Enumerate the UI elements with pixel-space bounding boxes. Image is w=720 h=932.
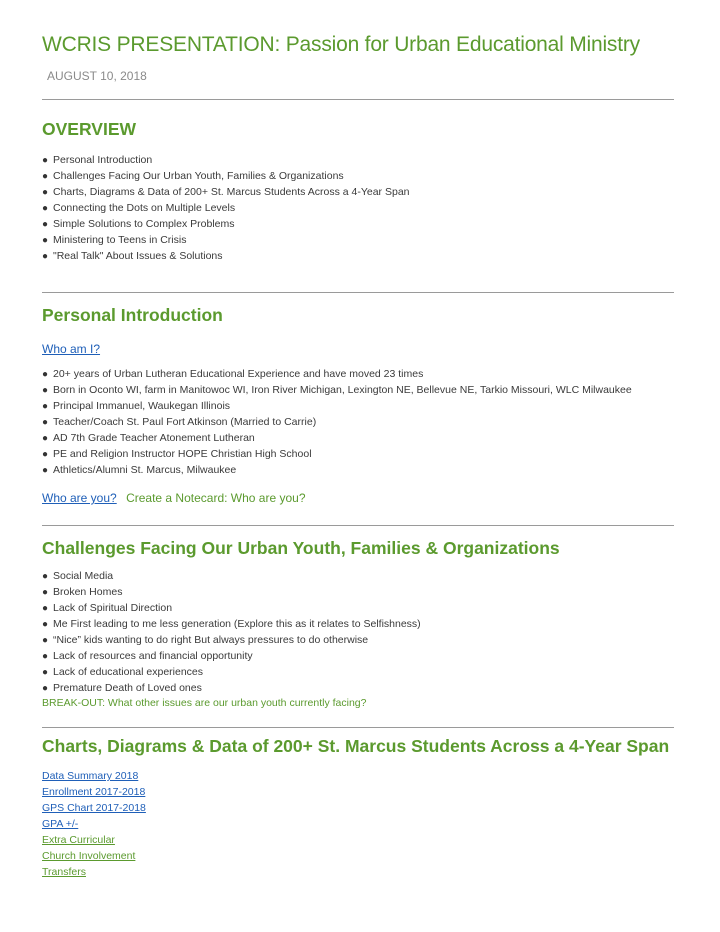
bullet-icon: ● [42,369,49,380]
intro-heading: Personal Introduction [42,305,223,325]
transfers-link[interactable]: Transfers [42,866,86,878]
list-item [42,832,146,848]
list-item: ● Lack of resources and financial opportunity [42,648,421,664]
extra-curricular-link[interactable]: Extra Curricular [42,834,115,846]
list-item [42,768,146,784]
bullet-icon: ● [42,385,49,396]
charts-link-list [42,768,146,880]
list-item: ● Athletics/Alumni St. Marcus, Milwaukee [42,462,632,478]
presentation-date: AUGUST 10, 2018 [47,69,147,83]
bullet-icon: ● [42,603,49,614]
data-summary-link[interactable]: Data Summary 2018 [42,770,139,782]
section-divider [42,525,674,526]
bullet-icon: ● [42,235,49,246]
bullet-icon: ● [42,219,49,230]
list-item: ● 20+ years of Urban Lutheran Educational Experience and have moved 23 times [42,366,632,382]
enrollment-link[interactable]: Enrollment 2017-2018 [42,786,146,798]
bullet-icon: ● [42,587,49,598]
bullet-icon: ● [42,465,49,476]
challenges-heading: Challenges Facing Our Urban Youth, Families & Organizations [42,538,560,558]
bullet-icon: ● [42,187,49,198]
breakout-prompt: BREAK-OUT: What other issues are our urban youth currently facing? [42,697,367,709]
who-am-i-link[interactable]: Who am I? [42,342,101,356]
page-title: WCRIS PRESENTATION: Passion for Urban Educational Ministry [42,33,640,56]
bullet-icon: ● [42,619,49,630]
list-item: ● Ministering to Teens in Crisis [42,232,410,248]
list-item: ● Born in Oconto WI, farm in Manitowoc WI, Iron River Michigan, Lexington NE, Bellevue NE, Tarkio Missouri, WLC Milwaukee [42,382,632,398]
list-item: ● Premature Death of Loved ones [42,680,421,696]
who-are-you-link[interactable]: Who are you? [42,491,117,505]
gpa-link[interactable]: GPA +/- [42,818,79,830]
church-involvement-link[interactable]: Church Involvement [42,850,136,862]
list-item: ● Teacher/Coach St. Paul Fort Atkinson (Married to Carrie) [42,414,632,430]
bullet-icon: ● [42,571,49,582]
list-item: ● Broken Homes [42,584,421,600]
bullet-icon: ● [42,433,49,444]
bullet-icon: ● [42,401,49,412]
gps-chart-link[interactable]: GPS Chart 2017-2018 [42,802,146,814]
section-divider [42,727,674,728]
list-item [42,800,146,816]
charts-heading: Charts, Diagrams & Data of 200+ St. Marcus Students Across a 4-Year Span [42,736,670,756]
list-item: ● Connecting the Dots on Multiple Levels [42,200,410,216]
list-item: ● Challenges Facing Our Urban Youth, Families & Organizations [42,168,410,184]
overview-heading: OVERVIEW [42,119,137,139]
bullet-icon: ● [42,417,49,428]
bullet-icon: ● [42,667,49,678]
section-divider [42,292,674,293]
list-item [42,864,146,880]
bullet-icon: ● [42,171,49,182]
list-item: ● Principal Immanuel, Waukegan Illinois [42,398,632,414]
bullet-icon: ● [42,203,49,214]
list-item [42,848,146,864]
list-item: ● Personal Introduction [42,152,410,168]
who-are-you-row [42,491,306,505]
bullet-icon: ● [42,651,49,662]
list-item: ● Lack of Spiritual Direction [42,600,421,616]
bullet-icon: ● [42,449,49,460]
bullet-icon: ● [42,155,49,166]
list-item: ● Me First leading to me less generation (Explore this as it relates to Selfishness) [42,616,421,632]
overview-list [42,152,410,264]
list-item: ● "Real Talk" About Issues & Solutions [42,248,410,264]
list-item: ● Simple Solutions to Complex Problems [42,216,410,232]
bullet-icon: ● [42,683,49,694]
challenges-list [42,568,421,696]
list-item: ● AD 7th Grade Teacher Atonement Lutheran [42,430,632,446]
intro-list [42,366,632,478]
list-item: ● Social Media [42,568,421,584]
bullet-icon: ● [42,251,49,262]
section-divider [42,99,674,100]
list-item: ● Charts, Diagrams & Data of 200+ St. Marcus Students Across a 4-Year Span [42,184,410,200]
list-item: ● PE and Religion Instructor HOPE Christian High School [42,446,632,462]
list-item: ● Lack of educational experiences [42,664,421,680]
list-item [42,784,146,800]
notecard-prompt: Create a Notecard: Who are you? [126,491,306,505]
list-item [42,816,146,832]
list-item: ● “Nice” kids wanting to do right But always pressures to do otherwise [42,632,421,648]
bullet-icon: ● [42,635,49,646]
